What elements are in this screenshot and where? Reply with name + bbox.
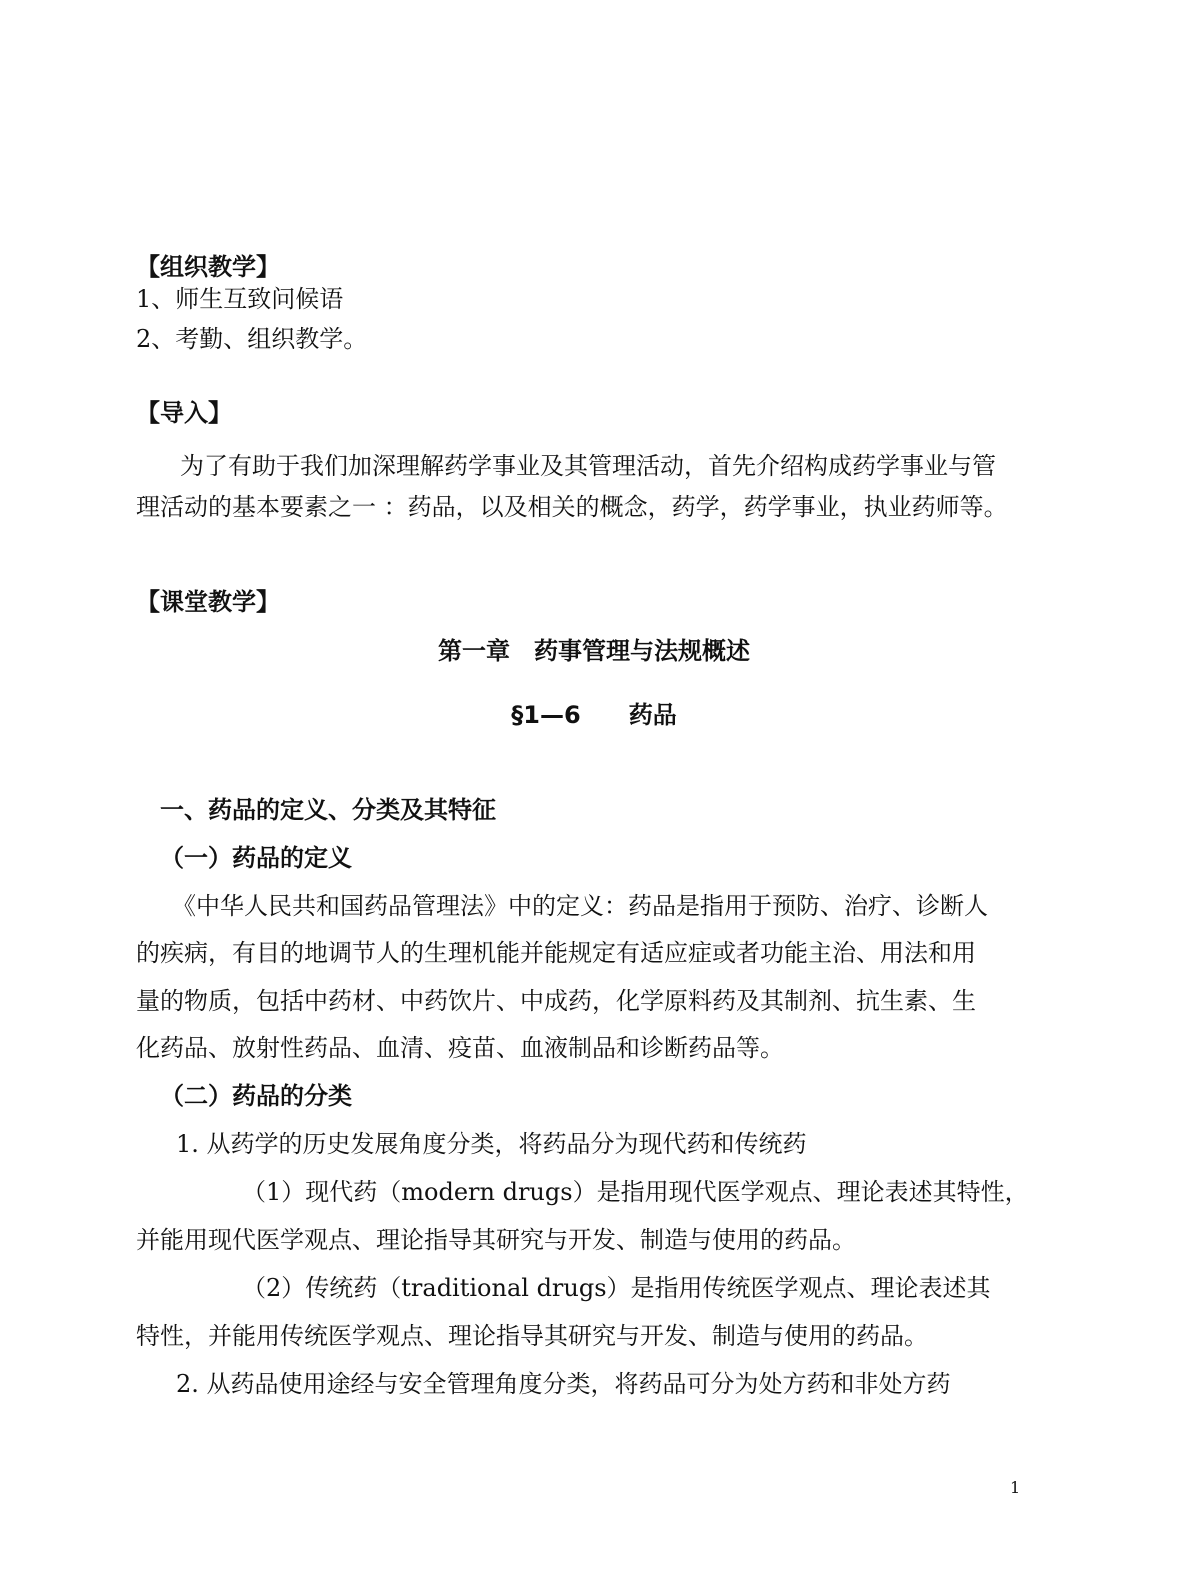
subheading-classification: （二）药品的分类 xyxy=(160,1082,352,1110)
intro-heading: 【导入】 xyxy=(136,399,232,427)
traditional-drugs-line-2: 特性，并能用传统医学观点、理论指导其研究与开发、制造与使用的药品。 xyxy=(136,1322,928,1350)
definition-line-4: 化药品、放射性药品、血清、疫苗、血液制品和诊断药品等。 xyxy=(136,1034,784,1062)
definition-line-1: 《中华人民共和国药品管理法》中的定义：药品是指用于预防、治疗、诊断人 xyxy=(172,892,988,920)
org-teaching-heading: 【组织教学】 xyxy=(136,253,280,281)
section-title: §1—6 药品 xyxy=(511,701,677,729)
org-item-1: 1、师生互致问候语 xyxy=(136,285,344,313)
heading-definition-classification: 一、药品的定义、分类及其特征 xyxy=(160,796,496,824)
modern-drugs-line-1: （1）现代药（modern drugs）是指用现代医学观点、理论表述其特性， xyxy=(242,1178,1029,1206)
intro-line-1: 为了有助于我们加深理解药学事业及其管理活动，首先介绍构成药学事业与管 xyxy=(180,452,996,480)
intro-line-2: 理活动的基本要素之一 ：药品，以及相关的概念，药学，药学事业，执业药师等。 xyxy=(136,493,1008,521)
definition-line-2: 的疾病，有目的地调节人的生理机能并能规定有适应症或者功能主治、用法和用 xyxy=(136,939,976,967)
traditional-drugs-line-1: （2）传统药（traditional drugs）是指用传统医学观点、理论表述其 xyxy=(242,1274,991,1302)
org-item-2: 2、考勤、组织教学。 xyxy=(136,325,368,353)
classification-item-1: 1. 从药学的历史发展角度分类，将药品分为现代药和传统药 xyxy=(176,1130,807,1158)
page-number: 1 xyxy=(1010,1478,1021,1497)
subheading-definition: （一）药品的定义 xyxy=(160,844,352,872)
chapter-title: 第一章 药事管理与法规概述 xyxy=(438,637,750,665)
definition-line-3: 量的物质，包括中药材、中药饮片、中成药，化学原料药及其制剂、抗生素、生 xyxy=(136,987,976,1015)
class-teaching-heading: 【课堂教学】 xyxy=(136,588,280,616)
modern-drugs-line-2: 并能用现代医学观点、理论指导其研究与开发、制造与使用的药品。 xyxy=(136,1226,856,1254)
classification-item-2: 2. 从药品使用途经与安全管理角度分类，将药品可分为处方药和非处方药 xyxy=(176,1370,951,1398)
